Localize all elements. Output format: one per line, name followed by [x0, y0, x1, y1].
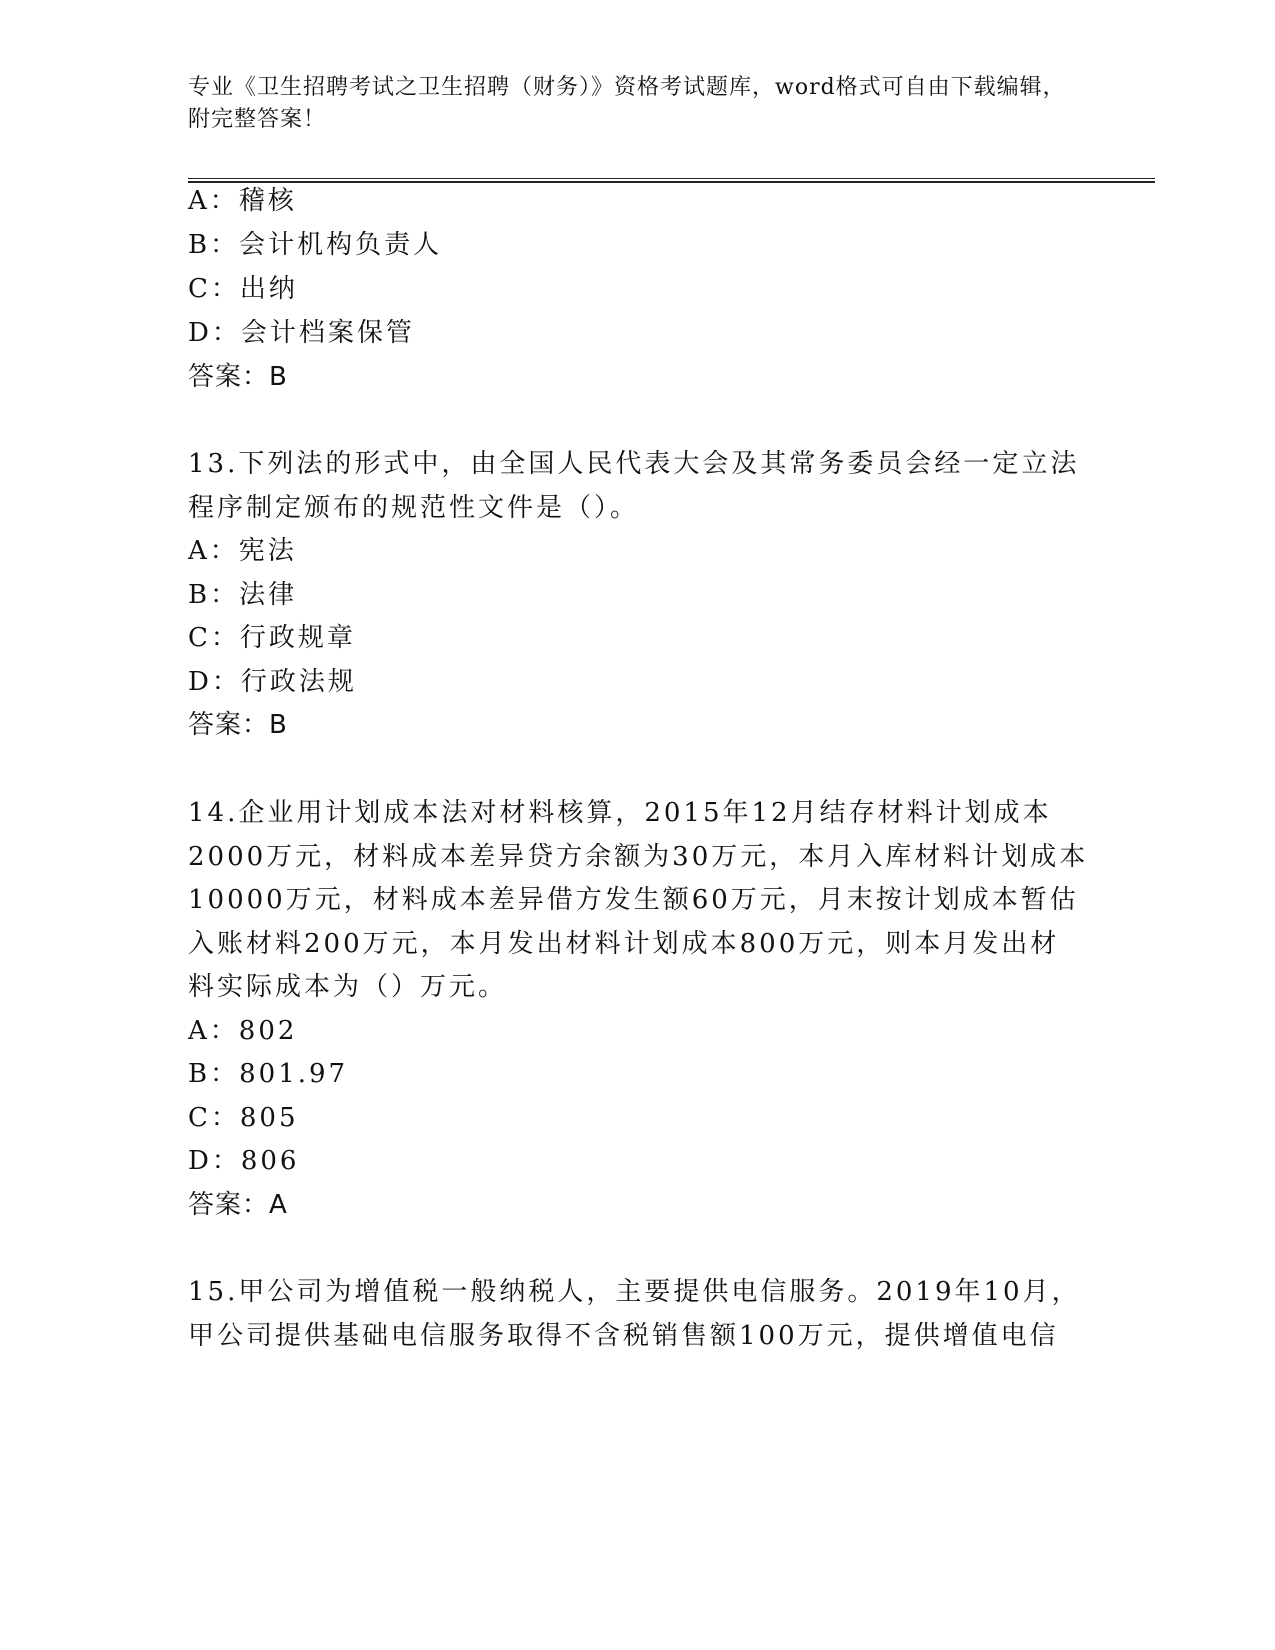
- q12-option-b: B：会计机构负责人: [188, 230, 443, 260]
- q13-option-b: B：法律: [188, 580, 298, 610]
- q13-stem-line-1: 13.下列法的形式中，由全国人民代表大会及其常务委员会经一定立法: [188, 449, 1080, 479]
- q12-option-a: A：稽核: [188, 186, 297, 216]
- q12-option-c: C：出纳: [188, 274, 298, 304]
- q14-stem-line-4: 入账材料200万元，本月发出材料计划成本800万元，则本月发出材: [188, 929, 1060, 959]
- q13-option-d: D：行政法规: [188, 667, 357, 697]
- q12-option-d: D：会计档案保管: [188, 318, 415, 348]
- q13-option-c: C：行政规章: [188, 623, 356, 653]
- q13-answer: 答案：B: [188, 710, 288, 740]
- q14-stem-line-5: 料实际成本为（）万元。: [188, 972, 508, 1002]
- q14-option-c: C：805: [188, 1103, 299, 1133]
- q14-option-b: B：801.97: [188, 1059, 349, 1089]
- q14-option-a: A：802: [188, 1016, 298, 1046]
- header-divider: [188, 178, 1155, 183]
- q14-stem-line-1: 14.企业用计划成本法对材料核算，2015年12月结存材料计划成本: [188, 798, 1052, 828]
- q14-answer: 答案：A: [188, 1190, 288, 1220]
- q14-stem-line-3: 10000万元，材料成本差异借方发生额60万元，月末按计划成本暂估: [188, 885, 1079, 915]
- q14-stem-line-2: 2000万元，材料成本差异贷方余额为30万元，本月入库材料计划成本: [188, 842, 1089, 872]
- q15-stem-line-1: 15.甲公司为增值税一般纳税人，主要提供电信服务。2019年10月，: [188, 1277, 1081, 1307]
- q13-option-a: A：宪法: [188, 536, 297, 566]
- q13-stem-line-2: 程序制定颁布的规范性文件是（）。: [188, 493, 640, 523]
- q14-option-d: D：806: [188, 1146, 300, 1176]
- document-header: 专业《卫生招聘考试之卫生招聘（财务）》资格考试题库，word格式可自由下载编辑，附完整答案！: [188, 75, 1066, 132]
- q12-answer: 答案：B: [188, 362, 288, 392]
- q15-stem-line-2: 甲公司提供基础电信服务取得不含税销售额100万元，提供增值电信: [188, 1321, 1059, 1351]
